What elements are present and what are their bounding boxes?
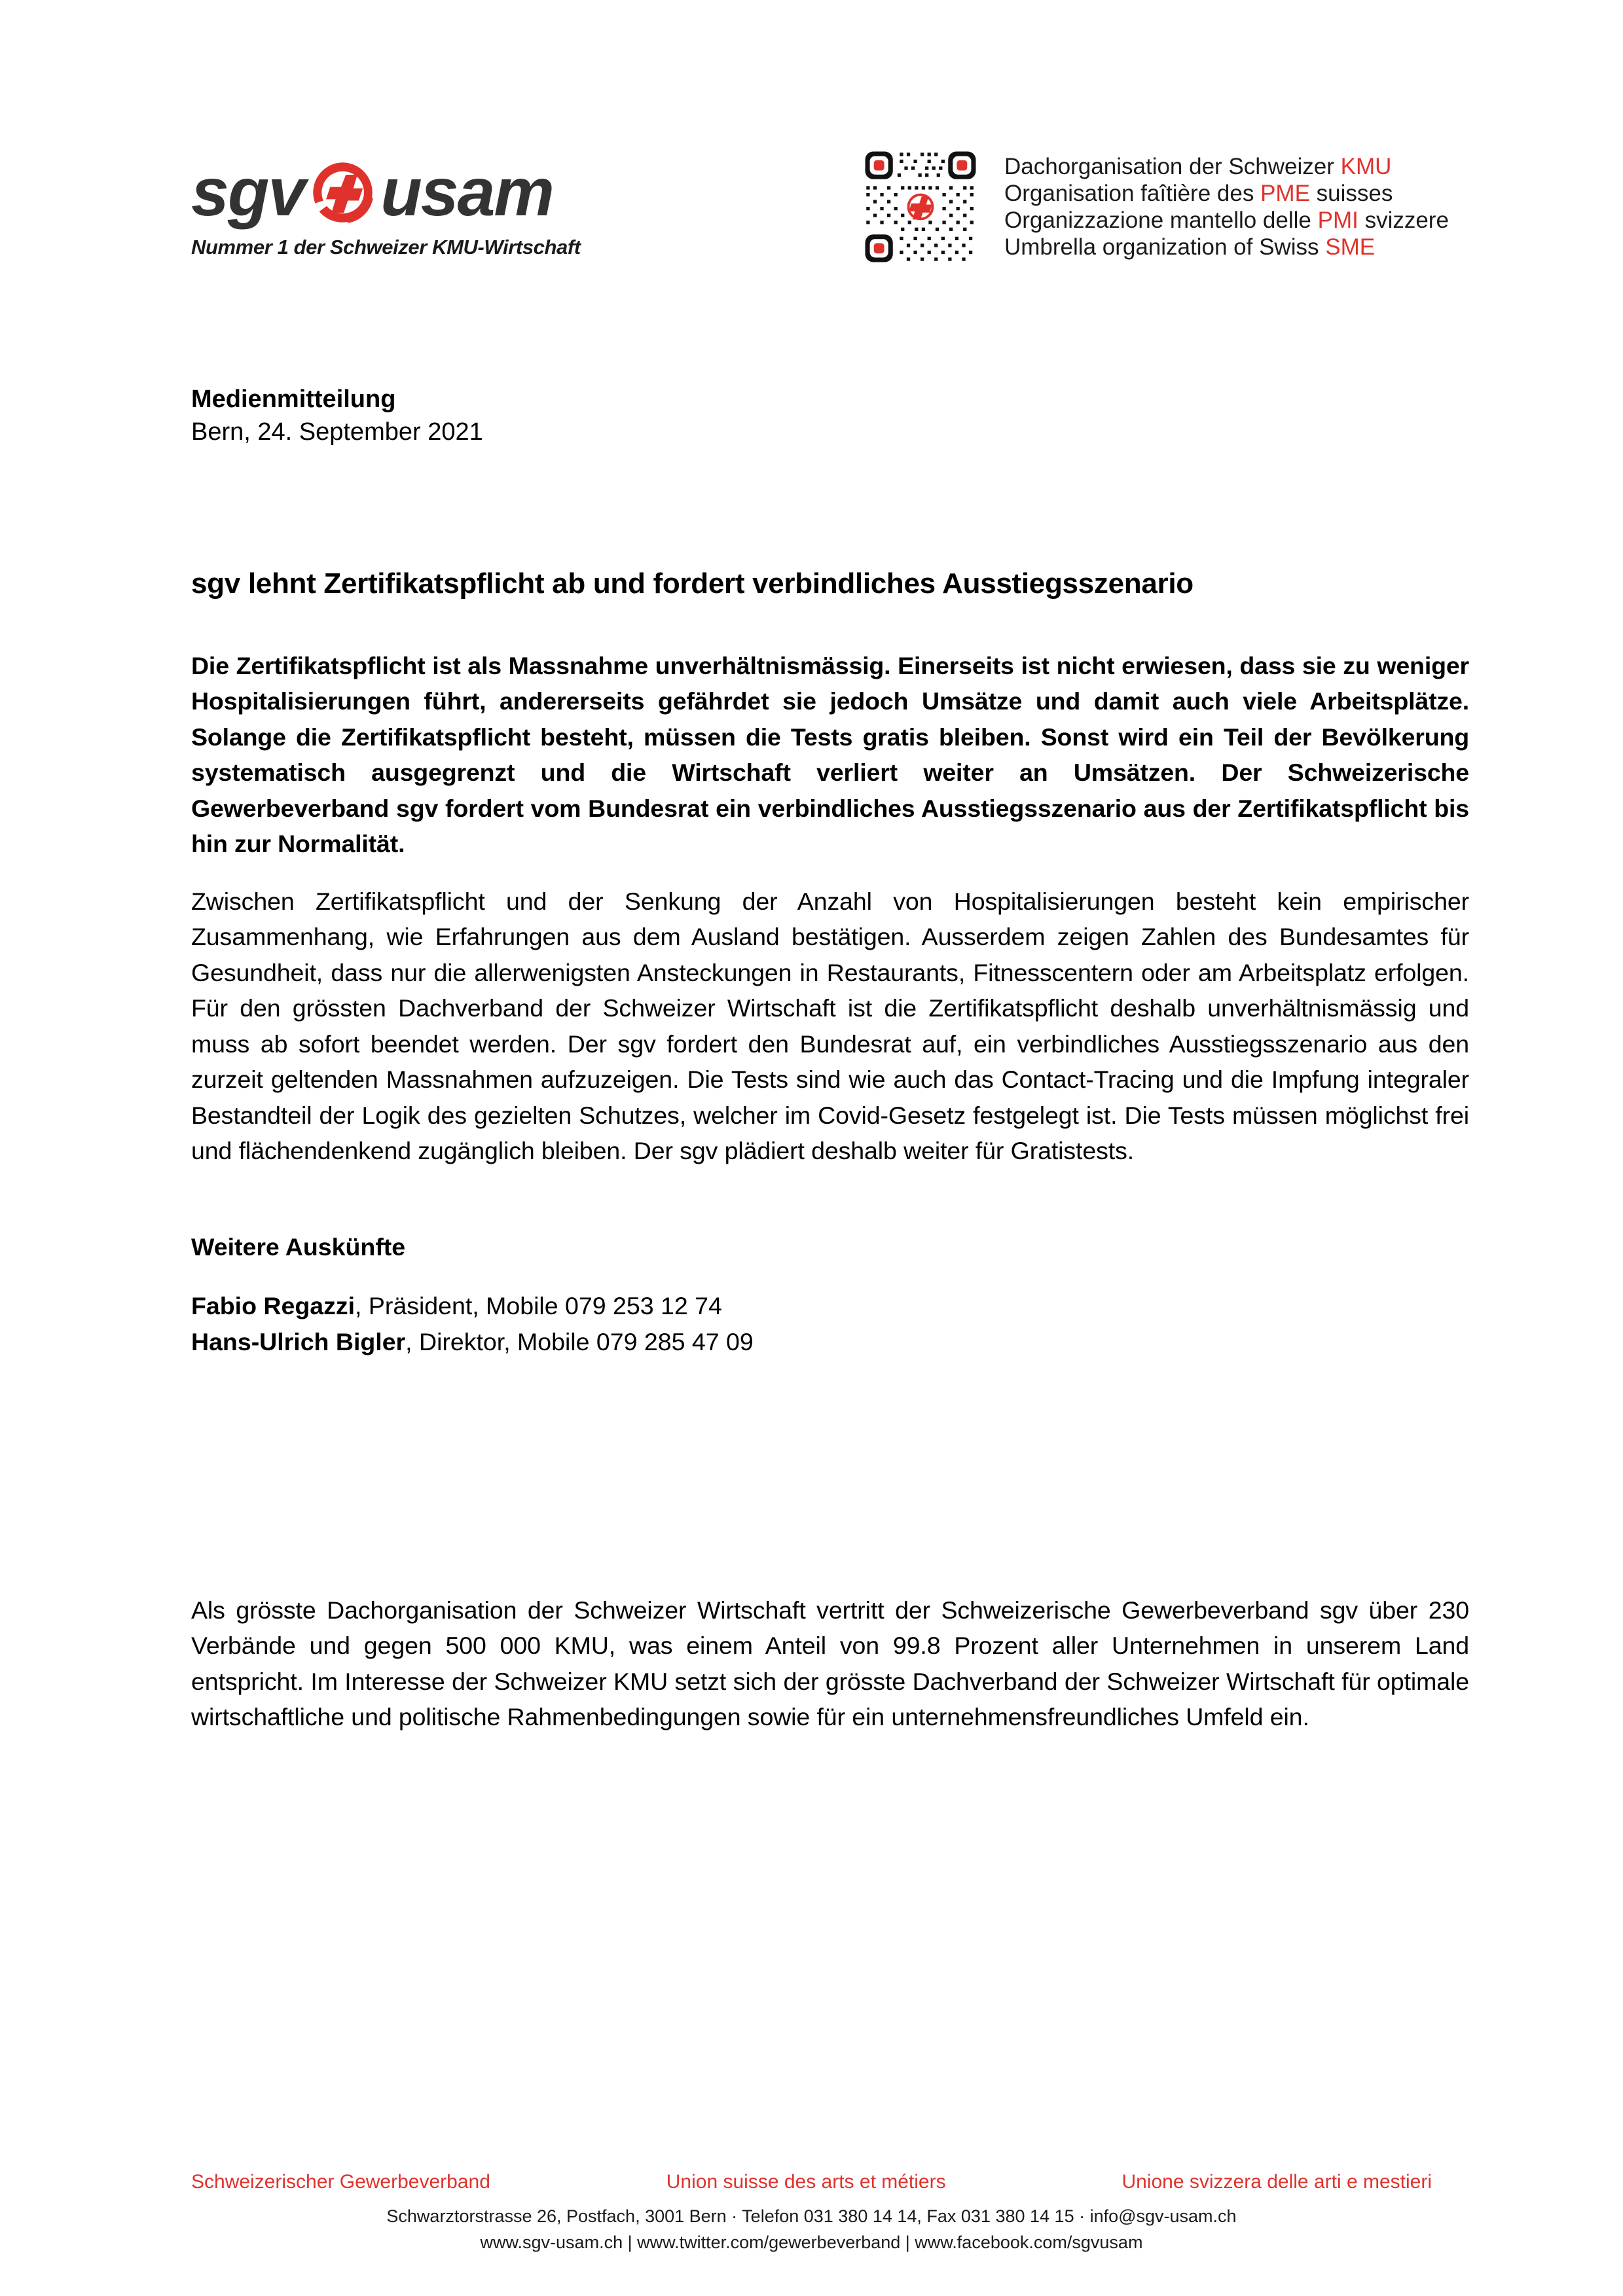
claim-fr-highlight: PME [1260, 181, 1310, 206]
claim-line-de [1004, 153, 1449, 180]
footer-address-line: Schwarztorstrasse 26, Postfach, 3001 Bern · Telefon 031 380 14 14, Fax 031 380 14 15 · info@sgv-usam.ch [386, 2206, 1237, 2226]
lead-paragraph: Die Zertifikatspflicht ist als Massnahme unverhältnismässig. Einerseits ist nicht erwiesen, dass sie zu weniger Hospitalisierungen führt, andererseits gefährdet sie jedoch Umsätze und damit auch viele Arbeitsplätze. Solange die Zertifikatspflicht besteht, müssen die Tests gratis bleiben. Sonst wird ein Teil der Bevölkerung systematisch ausgegrenzt und die Wirtschaft verliert weiter an Umsätzen. Der Schweizerische Gewerbeverband sgv fordert vom Bundesrat ein verbindliches Ausstiegsszenario aus der Zertifikatspflicht bis hin zur Normalität. [191, 651, 1469, 857]
sgv-swiss-cross-emblem-icon [308, 158, 376, 226]
claim-line-en [1004, 234, 1449, 260]
sgv-usam-logo [191, 154, 581, 259]
page-title: sgv lehnt Zertifikatspflicht ab und fordert verbindliches Ausstiegsszenario [191, 567, 1194, 600]
claim-en-before: Umbrella organization of Swiss [1004, 234, 1326, 260]
footer-org-fr: Union suisse des arts et métiers [666, 2171, 946, 2193]
logo-text-usam: usam [380, 154, 553, 230]
contact-person-details: , Präsident, Mobile 079 253 12 74 [355, 1292, 722, 1319]
contact-person-name: Fabio Regazzi [191, 1292, 356, 1319]
contact-person-row [191, 1324, 1469, 1360]
claim-it-before: Organizzazione mantello delle [1004, 207, 1318, 233]
claim-de-highlight: KMU [1340, 154, 1392, 179]
claim-de-before: Dachorganisation der Schweizer [1004, 154, 1341, 179]
claim-it-after: svizzere [1358, 207, 1449, 233]
multilingual-claim [1004, 149, 1449, 260]
logo-text-sgv: sgv [191, 154, 305, 230]
qr-code-icon[interactable] [863, 149, 978, 264]
contact-person-row [191, 1288, 1469, 1324]
claim-line-it [1004, 207, 1449, 234]
footer-organisation-names [0, 2169, 1623, 2195]
footer-org-it: Unione svizzera delle arti e mestieri [1122, 2171, 1432, 2193]
claim-fr-before: Organisation faîtière des [1004, 181, 1261, 206]
contact-section-title: Weitere Auskünfte [191, 1233, 406, 1261]
claim-it-highlight: PMI [1317, 207, 1359, 233]
document-type-label: Medienmitteilung [191, 386, 396, 413]
logo-wordmark [191, 156, 558, 229]
body-paragraph: Zwischen Zertifikatspflicht und der Senkung der Anzahl von Hospitalisierungen besteht kein empirischer Zusammenhang, wie Erfahrungen aus dem Ausland bestätigen. Ausserdem zeigen Zahlen des Bundesamtes für Gesundheit, dass nur die allerwenigsten Ansteckungen in Restaurants, Fitnesscentern oder am Arbeitsplatz erfolgen. Für den grössten Dachverband der Schweizer Wirtschaft ist die Zertifikatspflicht deshalb unverhältnismässig und muss ab sofort beendet werden. Der sgv fordert den Bundesrat auf, ein verbindliches Ausstiegsszenario aus den zurzeit geltenden Massnahmen aufzuzeigen. Die Tests sind wie auch das Contact-Tracing und die Impfung integraler Bestandteil der Logik des gezielten Schutzes, welcher im Covid-Gesetz festgelegt ist. Die Tests müssen möglichst frei und flächendenkend zugänglich bleiben. Der sgv plädiert deshalb weiter für Gratistests. [191, 887, 1469, 1164]
document-meta [191, 383, 1469, 448]
footer-web-line[interactable]: www.sgv-usam.ch | www.twitter.com/gewerbeverband | www.facebook.com/sgvusam [480, 2233, 1143, 2252]
claim-en-highlight: SME [1325, 234, 1376, 260]
contact-person-details: , Direktor, Mobile 079 285 47 09 [405, 1327, 754, 1355]
logo-tagline: Nummer 1 der Schweizer KMU-Wirtschaft [191, 236, 581, 259]
qr-and-claim [863, 149, 1449, 264]
boilerplate-paragraph: Als grösste Dachorganisation der Schweizer Wirtschaft vertritt der Schweizerische Gewerbeverband sgv über 230 Verbände und gegen 500 000 KMU, was einem Anteil von 99.8 Prozent aller Unternehmen in unserem Land entspricht. Im Interesse der Schweizer KMU setzt sich der grösste Dachverband der Schweizer Wirtschaft für optimale wirtschaftliche und politische Rahmenbedingungen sowie für ein unternehmensfreundliches Umfeld ein. [191, 1596, 1469, 1731]
page-footer [0, 2169, 1623, 2255]
claim-fr-after: suisses [1309, 181, 1393, 206]
footer-org-de: Schweizerischer Gewerbeverband [191, 2171, 490, 2193]
page-header [0, 0, 1623, 308]
contact-section [191, 1229, 1469, 1359]
dateline: Bern, 24. September 2021 [191, 418, 483, 446]
contact-person-name: Hans-Ulrich Bigler [191, 1327, 406, 1355]
claim-line-fr [1004, 180, 1449, 207]
